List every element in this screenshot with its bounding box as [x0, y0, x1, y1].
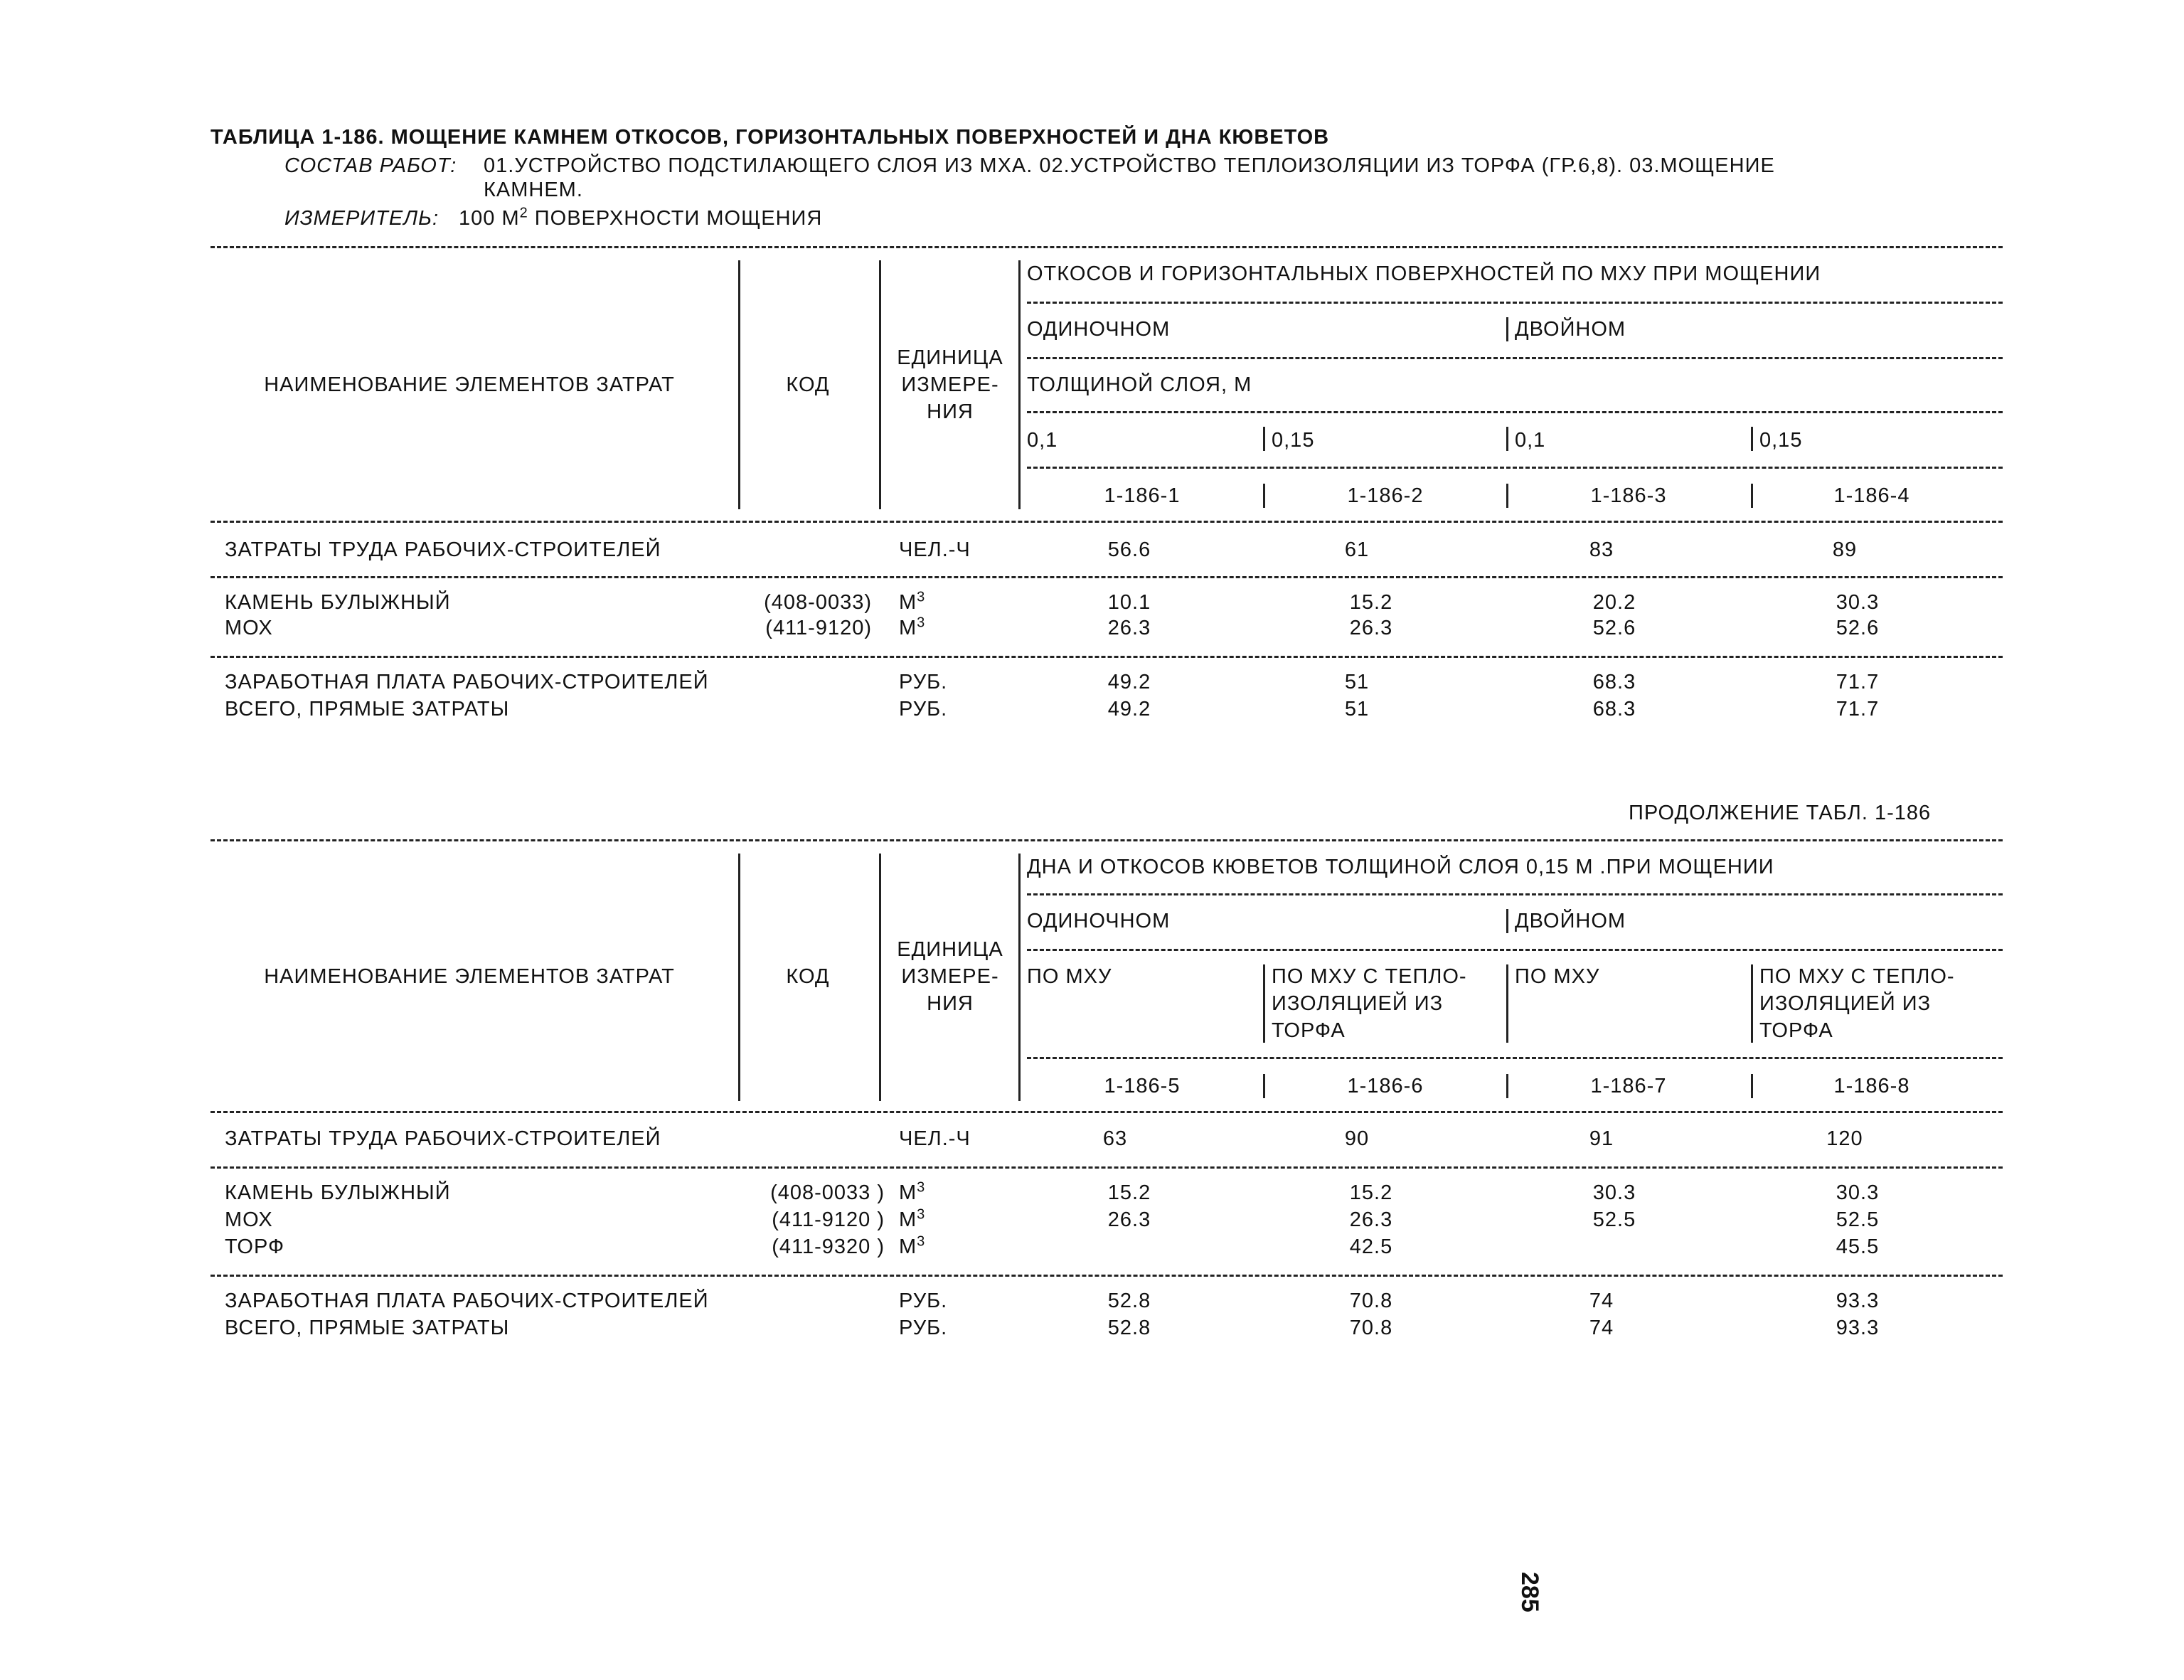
cell-value: 20.2	[1592, 591, 1636, 614]
divider	[211, 1166, 2003, 1169]
row-name: МОХ	[225, 617, 273, 639]
row-unit: $М^3$	[899, 1206, 926, 1231]
cell-value: 74	[1589, 1317, 1614, 1339]
divider	[1506, 317, 1508, 341]
cell-value: 49.2	[1107, 671, 1151, 693]
cell-value: 71.7	[1836, 671, 1880, 693]
divider	[1263, 484, 1265, 508]
cell-value: 26.3	[1107, 1208, 1151, 1231]
name-column-header: НАИМЕНОВАНИЕ ЭЛЕМЕНТОВ ЗАТРАТ	[264, 965, 675, 988]
cell-value: 68.3	[1592, 671, 1636, 693]
thickness-header: ТОЛЩИНОЙ СЛОЯ, М	[1027, 373, 1252, 396]
divider	[211, 839, 2003, 841]
divider	[1018, 260, 1021, 509]
row-name: ЗАТРАТЫ ТРУДА РАБОЧИХ-СТРОИТЕЛЕЙ	[225, 1127, 661, 1150]
cell-value: 30.3	[1836, 591, 1880, 614]
row-name: КАМЕНЬ БУЛЫЖНЫЙ	[225, 1181, 451, 1204]
measure-value: 100 $М^2$ ПОВЕРХНОСТИ МОЩЕНИЯ	[459, 205, 823, 230]
column-code: 1-186-7	[1590, 1075, 1667, 1097]
divider	[879, 854, 881, 1101]
unit-column-header: ИЗМЕРЕ-	[901, 373, 999, 396]
subheader: ИЗОЛЯЦИЕЙ ИЗ	[1759, 992, 1932, 1015]
cell-value: 45.5	[1836, 1235, 1880, 1258]
subheader: ПО МХУ	[1027, 965, 1112, 988]
row-name: ЗАТРАТЫ ТРУДА РАБОЧИХ-СТРОИТЕЛЕЙ	[225, 538, 661, 561]
cell-value: 52.5	[1592, 1208, 1636, 1231]
cell-value: 52.6	[1592, 617, 1636, 639]
divider	[211, 521, 2003, 523]
row-name: ТОРФ	[225, 1235, 285, 1258]
cell-value: 26.3	[1107, 617, 1151, 639]
thickness-value: 0,1	[1515, 429, 1546, 452]
subheader: ТОРФА	[1759, 1019, 1833, 1042]
row-unit: $М^3$	[899, 1179, 926, 1204]
divider	[1506, 964, 1508, 1043]
cell-value: 70.8	[1349, 1290, 1393, 1312]
column-code: 1-186-3	[1590, 484, 1667, 507]
page-number: 285	[1516, 1572, 1543, 1612]
cell-value: 93.3	[1836, 1317, 1880, 1339]
group-header: ОТКОСОВ И ГОРИЗОНТАЛЬНЫХ ПОВЕРХНОСТЕЙ ПО МХУ ПРИ МОЩЕНИИ	[1027, 262, 1821, 285]
cell-value: 26.3	[1349, 1208, 1393, 1231]
unit-column-header: ЕДИНИЦА	[897, 938, 1003, 961]
divider	[211, 656, 2003, 658]
row-name: ВСЕГО, ПРЯМЫЕ ЗАТРАТЫ	[225, 698, 510, 721]
row-unit: $М^3$	[899, 615, 926, 639]
divider	[879, 260, 881, 509]
cell-value: 26.3	[1349, 617, 1393, 639]
divider	[211, 1111, 2003, 1113]
divider	[1506, 909, 1508, 933]
cell-value: 61	[1344, 538, 1370, 561]
cell-value: 10.1	[1107, 591, 1151, 614]
row-code: (411-9120)	[765, 617, 872, 639]
divider	[1027, 357, 2003, 359]
row-name: МОХ	[225, 1208, 273, 1231]
divider	[211, 246, 2003, 248]
column-code: 1-186-8	[1833, 1075, 1910, 1097]
cell-value: 15.2	[1107, 1181, 1151, 1204]
cell-value: 93.3	[1836, 1290, 1880, 1312]
column-code: 1-186-6	[1347, 1075, 1424, 1097]
cell-value: 15.2	[1349, 591, 1393, 614]
divider	[1263, 964, 1265, 1043]
subheader: ПО МХУ С ТЕПЛО-	[1759, 965, 1955, 988]
divider	[738, 854, 740, 1101]
column-code: 1-186-4	[1833, 484, 1910, 507]
row-name: ЗАРАБОТНАЯ ПЛАТА РАБОЧИХ-СТРОИТЕЛЕЙ	[225, 1290, 709, 1312]
continuation-note: ПРОДОЛЖЕНИЕ ТАБЛ. 1-186	[1629, 802, 1932, 824]
row-unit: $М^3$	[899, 589, 926, 614]
cell-value: 30.3	[1836, 1181, 1880, 1204]
unit-column-header: ИЗМЕРЕ-	[901, 965, 999, 988]
divider	[1751, 427, 1753, 451]
divider	[1751, 964, 1753, 1043]
cell-value: 90	[1344, 1127, 1370, 1150]
table-title: ТАБЛИЦА 1-186. МОЩЕНИЕ КАМНЕМ ОТКОСОВ, ГОРИЗОНТАЛЬНЫХ ПОВЕРХНОСТЕЙ И ДНА КЮВЕТОВ	[211, 126, 1330, 149]
cell-value: 42.5	[1349, 1235, 1393, 1258]
divider	[1027, 467, 2003, 469]
cell-value: 68.3	[1592, 698, 1636, 721]
cell-value: 30.3	[1592, 1181, 1636, 1204]
cell-value: 91	[1589, 1127, 1614, 1150]
composition-label: СОСТАВ РАБОТ:	[284, 154, 457, 177]
cell-value: 51	[1344, 671, 1370, 693]
divider	[1263, 1074, 1265, 1098]
row-unit: РУБ.	[899, 698, 948, 721]
divider	[1027, 949, 2003, 951]
divider	[1751, 1074, 1753, 1098]
code-column-header: КОД	[786, 373, 830, 396]
double-header: ДВОЙНОМ	[1515, 318, 1626, 341]
name-column-header: НАИМЕНОВАНИЕ ЭЛЕМЕНТОВ ЗАТРАТ	[264, 373, 675, 396]
code-column-header: КОД	[786, 965, 830, 988]
cell-value: 15.2	[1349, 1181, 1393, 1204]
single-header: ОДИНОЧНОМ	[1027, 318, 1171, 341]
measure-label: ИЗМЕРИТЕЛЬ:	[284, 207, 440, 230]
row-name: ВСЕГО, ПРЯМЫЕ ЗАТРАТЫ	[225, 1317, 510, 1339]
divider	[1027, 1057, 2003, 1059]
subheader: ПО МХУ	[1515, 965, 1600, 988]
divider	[1263, 427, 1265, 451]
row-unit: РУБ.	[899, 1317, 948, 1339]
divider	[1506, 427, 1508, 451]
row-name: КАМЕНЬ БУЛЫЖНЫЙ	[225, 591, 451, 614]
row-unit: ЧЕЛ.-Ч	[899, 538, 971, 561]
single-header: ОДИНОЧНОМ	[1027, 910, 1171, 932]
cell-value: 70.8	[1349, 1317, 1393, 1339]
unit-column-header: ЕДИНИЦА	[897, 346, 1003, 369]
divider	[1506, 484, 1508, 508]
row-unit: $М^3$	[899, 1233, 926, 1258]
thickness-value: 0,15	[1759, 429, 1803, 452]
cell-value: 89	[1832, 538, 1858, 561]
divider	[211, 1275, 2003, 1277]
divider	[1027, 893, 2003, 895]
divider	[1027, 302, 2003, 304]
group-header: ДНА И ОТКОСОВ КЮВЕТОВ ТОЛЩИНОЙ СЛОЯ 0,15 М .ПРИ МОЩЕНИИ	[1027, 856, 1774, 878]
double-header: ДВОЙНОМ	[1515, 910, 1626, 932]
column-code: 1-186-1	[1104, 484, 1181, 507]
cell-value: 63	[1102, 1127, 1128, 1150]
row-unit: РУБ.	[899, 1290, 948, 1312]
cell-value: 52.6	[1836, 617, 1880, 639]
cell-value: 83	[1589, 538, 1614, 561]
cell-value: 52.8	[1107, 1290, 1151, 1312]
cell-value: 74	[1589, 1290, 1614, 1312]
divider	[211, 576, 2003, 578]
row-code: (408-0033 )	[770, 1181, 885, 1204]
row-unit: ЧЕЛ.-Ч	[899, 1127, 971, 1150]
composition-line2: КАМНЕМ.	[484, 179, 583, 201]
row-code: (408-0033)	[764, 591, 872, 614]
subheader: ТОРФА	[1272, 1019, 1346, 1042]
cell-value: 56.6	[1107, 538, 1151, 561]
column-code: 1-186-2	[1347, 484, 1424, 507]
cell-value: 52.5	[1836, 1208, 1880, 1231]
unit-column-header: НИЯ	[927, 400, 974, 423]
thickness-value: 0,1	[1027, 429, 1058, 452]
divider	[1751, 484, 1753, 508]
cell-value: 49.2	[1107, 698, 1151, 721]
row-name: ЗАРАБОТНАЯ ПЛАТА РАБОЧИХ-СТРОИТЕЛЕЙ	[225, 671, 709, 693]
row-code: (411-9120 )	[772, 1208, 885, 1231]
divider	[738, 260, 740, 509]
thickness-value: 0,15	[1272, 429, 1315, 452]
cell-value: 52.8	[1107, 1317, 1151, 1339]
unit-column-header: НИЯ	[927, 992, 974, 1015]
subheader: ПО МХУ С ТЕПЛО-	[1272, 965, 1467, 988]
cell-value: 71.7	[1836, 698, 1880, 721]
row-unit: РУБ.	[899, 671, 948, 693]
divider	[1027, 411, 2003, 413]
divider	[1018, 854, 1021, 1101]
subheader: ИЗОЛЯЦИЕЙ ИЗ	[1272, 992, 1444, 1015]
divider	[1506, 1074, 1508, 1098]
composition-line1: 01.УСТРОЙСТВО ПОДСТИЛАЮЩЕГО СЛОЯ ИЗ МХА. 02.УСТРОЙСТВО ТЕПЛОИЗОЛЯЦИИ ИЗ ТОРФА (ГР.6,8). 03.МОЩЕНИЕ	[484, 154, 1775, 177]
column-code: 1-186-5	[1104, 1075, 1181, 1097]
row-code: (411-9320 )	[772, 1235, 885, 1258]
cell-value: 120	[1826, 1127, 1863, 1150]
cell-value: 51	[1344, 698, 1370, 721]
